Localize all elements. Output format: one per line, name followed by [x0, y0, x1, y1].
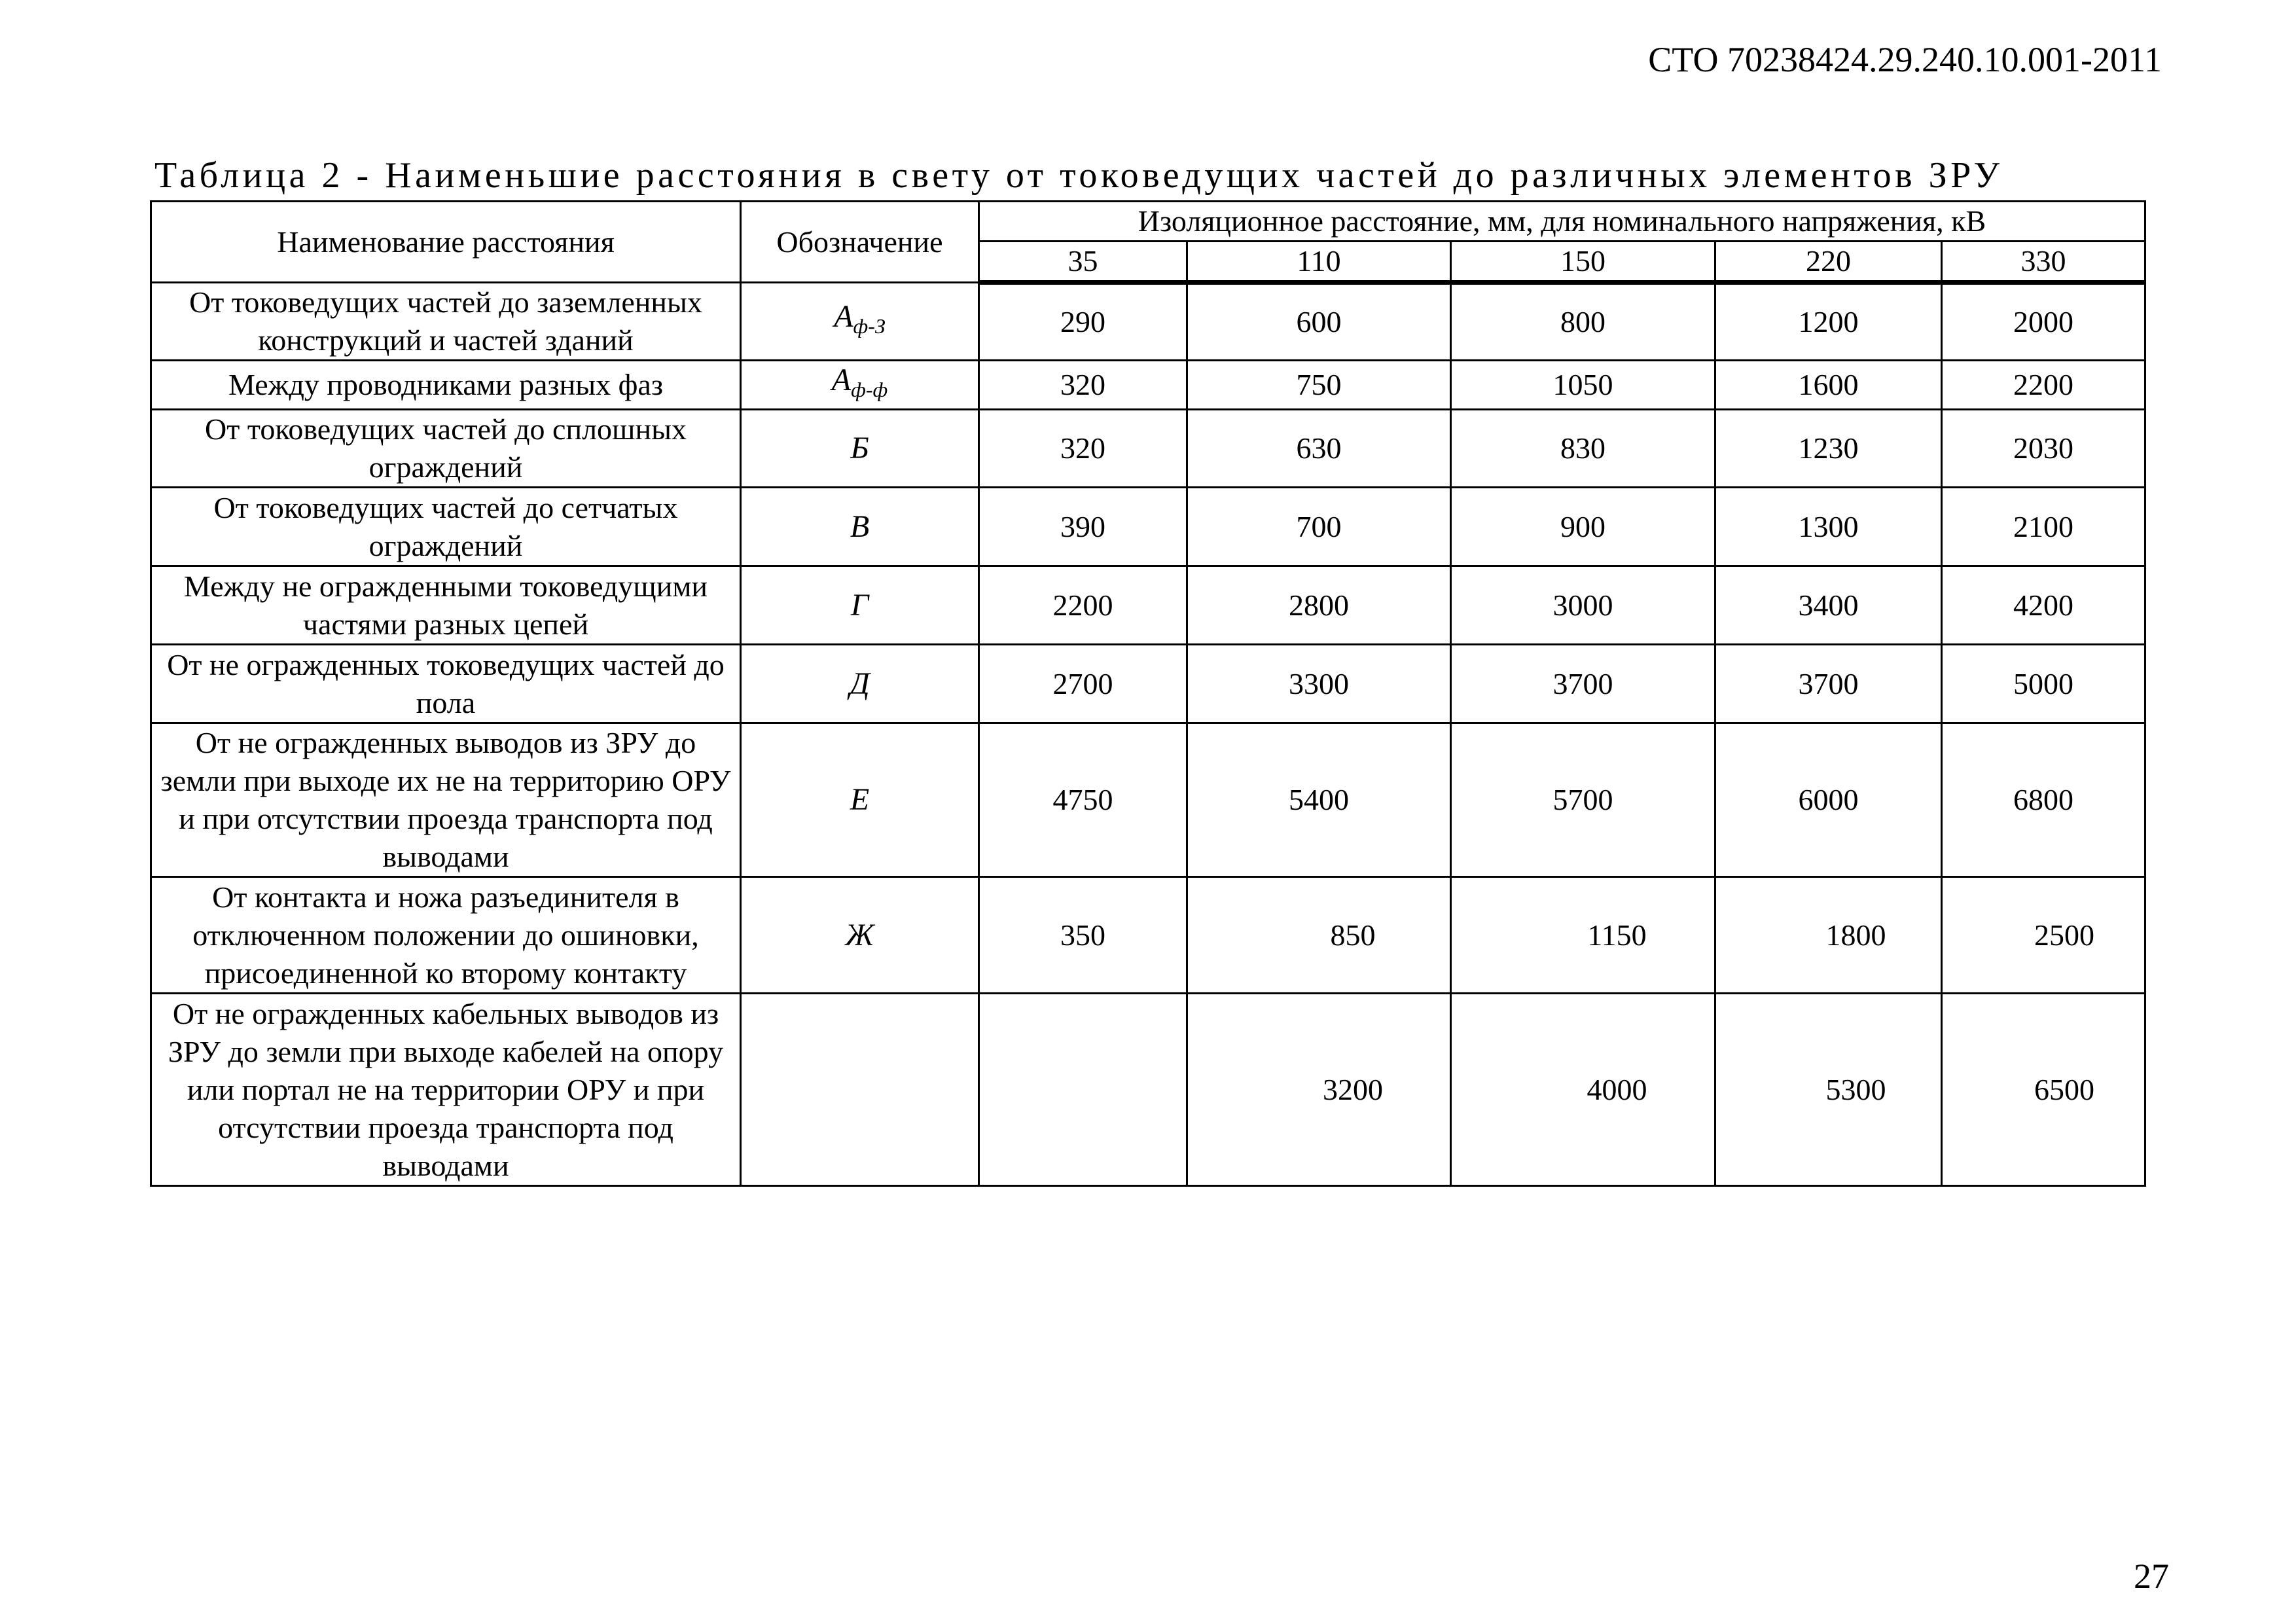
distance-value-cell [979, 994, 1187, 1186]
designation-cell [741, 410, 979, 488]
distance-value-cell: 1230 [1715, 410, 1942, 488]
distance-value-cell: 6800 [1942, 723, 2145, 877]
table-row [151, 723, 2145, 877]
table-row [151, 488, 2145, 566]
distance-name-cell: От токоведущих частей до сплошных ограждений [151, 410, 741, 488]
designation-symbol: Б [850, 431, 869, 465]
table-row [151, 283, 2145, 361]
designation-symbol: В [850, 509, 870, 544]
distance-value-cell: 2100 [1942, 488, 2145, 566]
distance-value-cell: 2200 [979, 566, 1187, 645]
distance-value-cell: 2000 [1942, 283, 2145, 361]
designation-cell [741, 994, 979, 1186]
voltage-header: 220 [1715, 242, 1942, 283]
distance-value-cell: 3700 [1715, 645, 1942, 723]
designation-symbol: А [834, 299, 853, 334]
document-code: СТО 70238424.29.240.10.001-2011 [1648, 40, 2162, 79]
voltage-header: 150 [1451, 242, 1715, 283]
distance-value-cell: 5400 [1187, 723, 1451, 877]
distance-value-cell: 5700 [1451, 723, 1715, 877]
table-row [151, 566, 2145, 645]
designation-cell [741, 645, 979, 723]
distance-name-cell: От не огражденных выводов из ЗРУ до земли при выходе их не на территорию ОРУ и при отсутствии проезда транспорта под выводами [151, 723, 741, 877]
distance-value-cell: 2500 [1942, 877, 2145, 994]
designation-subscript: ф-З [853, 314, 886, 338]
distance-value-cell: 320 [979, 361, 1187, 410]
distance-value-cell: 5300 [1715, 994, 1942, 1186]
column-group-header: Изоляционное расстояние, мм, для номинального напряжения, кВ [979, 202, 2145, 242]
distance-value-cell: 630 [1187, 410, 1451, 488]
distance-value-cell: 830 [1451, 410, 1715, 488]
designation-cell [741, 283, 979, 361]
designation-subscript: ф-ф [851, 378, 888, 401]
distance-name-cell: От контакта и ножа разъединителя в отключенном положении до ошиновки, присоединенной ко второму контакту [151, 877, 741, 994]
distance-value-cell: 290 [979, 283, 1187, 361]
designation-symbol: Ж [845, 917, 874, 952]
distance-value-cell: 900 [1451, 488, 1715, 566]
table-row [151, 877, 2145, 994]
distance-value-cell: 1600 [1715, 361, 1942, 410]
distance-value-cell: 2200 [1942, 361, 2145, 410]
distance-value-cell: 1050 [1451, 361, 1715, 410]
distance-value-cell: 4200 [1942, 566, 2145, 645]
distance-value-cell: 600 [1187, 283, 1451, 361]
distance-name-cell: От не огражденных кабельных выводов из ЗРУ до земли при выходе кабелей на опору или портал не на территории ОРУ и при отсутствии проезда транспорта под выводами [151, 994, 741, 1186]
distance-value-cell: 3700 [1451, 645, 1715, 723]
distance-value-cell: 800 [1451, 283, 1715, 361]
distance-name-cell: От токоведущих частей до сетчатых ограждений [151, 488, 741, 566]
designation-cell [741, 361, 979, 410]
voltage-header: 330 [1942, 242, 2145, 283]
distance-value-cell: 3400 [1715, 566, 1942, 645]
distance-value-cell: 850 [1187, 877, 1451, 994]
distance-value-cell: 350 [979, 877, 1187, 994]
table-row [151, 645, 2145, 723]
distance-value-cell: 4750 [979, 723, 1187, 877]
distance-name-cell: От токоведущих частей до заземленных конструкций и частей зданий [151, 283, 741, 361]
designation-symbol: Д [850, 666, 870, 701]
distance-value-cell: 6500 [1942, 994, 2145, 1186]
column-header-name: Наименование расстояния [151, 202, 741, 283]
designation-symbol: Е [850, 782, 870, 817]
distance-value-cell: 3200 [1187, 994, 1451, 1186]
voltage-header: 110 [1187, 242, 1451, 283]
distance-name-cell: Между проводниками разных фаз [151, 361, 741, 410]
page-number: 27 [2134, 1557, 2169, 1596]
designation-cell [741, 723, 979, 877]
distance-value-cell: 5000 [1942, 645, 2145, 723]
distance-value-cell: 700 [1187, 488, 1451, 566]
table-row [151, 361, 2145, 410]
voltage-header: 35 [979, 242, 1187, 283]
distance-value-cell: 4000 [1451, 994, 1715, 1186]
distance-value-cell: 390 [979, 488, 1187, 566]
distance-value-cell: 1150 [1451, 877, 1715, 994]
distance-value-cell: 1300 [1715, 488, 1942, 566]
distance-value-cell: 1800 [1715, 877, 1942, 994]
distance-value-cell: 2030 [1942, 410, 2145, 488]
distance-value-cell: 6000 [1715, 723, 1942, 877]
column-header-symbol: Обозначение [741, 202, 979, 283]
designation-cell [741, 488, 979, 566]
table-caption: Таблица 2 - Наименьшие расстояния в свету от токоведущих частей до различных элементов ЗРУ [154, 155, 2003, 196]
designation-symbol: А [831, 363, 852, 397]
table-row [151, 410, 2145, 488]
table-body [151, 283, 2145, 1186]
distance-name-cell: От не огражденных токоведущих частей до пола [151, 645, 741, 723]
designation-cell [741, 566, 979, 645]
designation-symbol: Г [850, 587, 869, 623]
distance-name-cell: Между не огражденными токоведущими частями разных цепей [151, 566, 741, 645]
distance-value-cell: 320 [979, 410, 1187, 488]
distances-table [150, 200, 2146, 1187]
distance-value-cell: 3000 [1451, 566, 1715, 645]
distance-value-cell: 1200 [1715, 283, 1942, 361]
distance-value-cell: 2800 [1187, 566, 1451, 645]
designation-cell [741, 877, 979, 994]
table-row [151, 994, 2145, 1186]
distance-value-cell: 2700 [979, 645, 1187, 723]
distance-value-cell: 750 [1187, 361, 1451, 410]
distance-value-cell: 3300 [1187, 645, 1451, 723]
